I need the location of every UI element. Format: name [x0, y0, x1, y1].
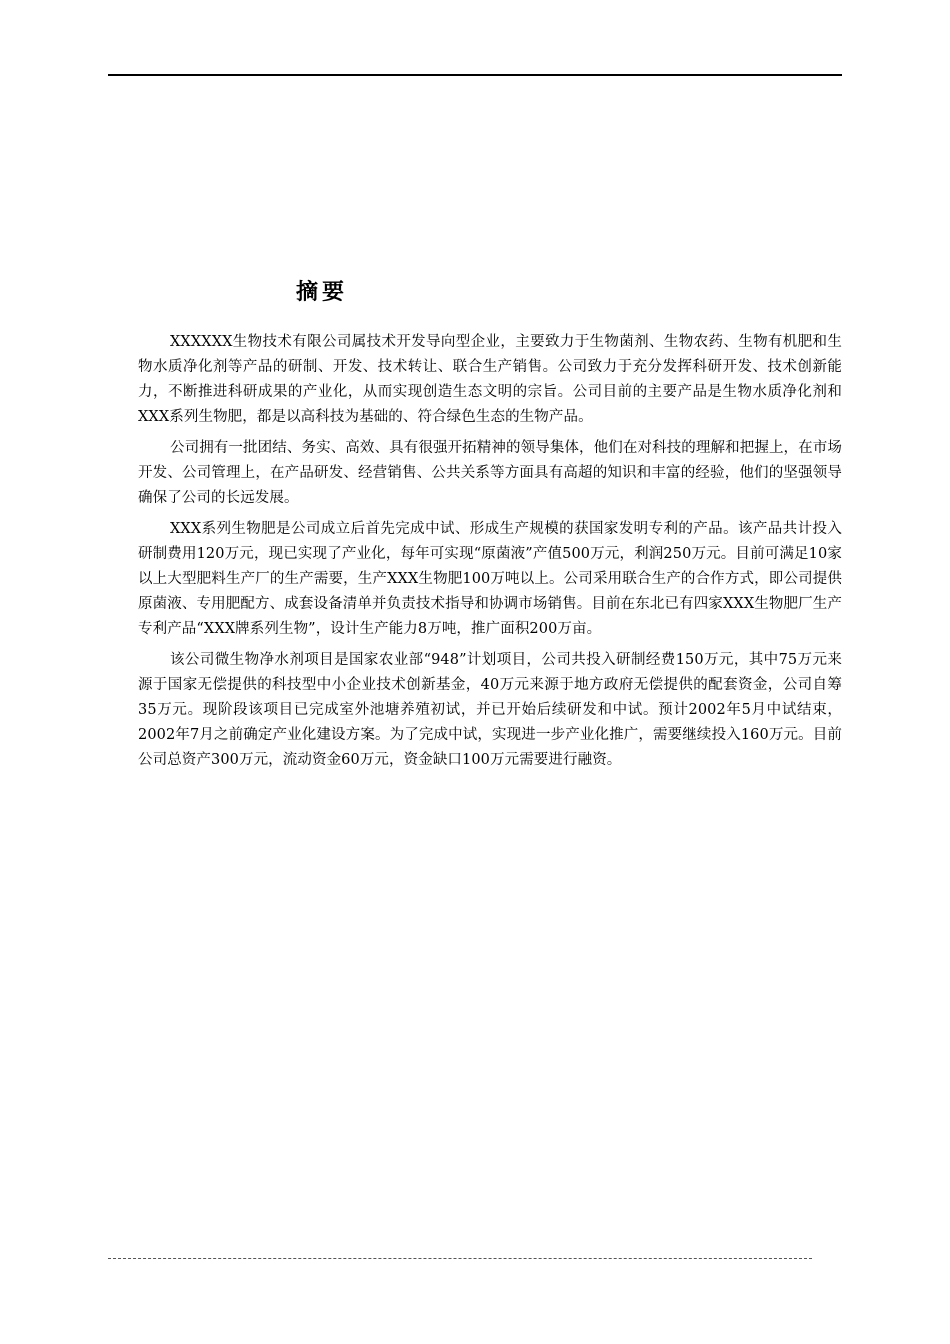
abstract-body — [138, 330, 842, 779]
header-rule — [108, 74, 842, 76]
footer-rule — [108, 1258, 812, 1259]
paragraph-water-purifier-project: 该公司微生物净水剂项目是国家农业部“948”计划项目，公司共投入研制经费150万元，其中75万元来源于国家无偿提供的科技型中小企业技术创新基金，40万元来源于地方政府无偿提供的配套资金，公司自筹35万元。现阶段该项目已完成室外池塘养殖初试，并已开始后续研发和中试。预计2002年5月中试结束，2002年7月之前确定产业化建设方案。为了完成中试，实现进一步产业化推广，需要继续投入160万元。目前公司总资产300万元，流动资金60万元，资金缺口100万元需要进行融资。 — [138, 652, 842, 768]
paragraph-company-intro: XXXXXX生物技术有限公司属技术开发导向型企业，主要致力于生物菌剂、生物农药、生物有机肥和生物水质净化剂等产品的研制、开发、技术转让、联合生产销售。公司致力于充分发挥科研开发、技术创新能力，不断推进科研成果的产业化，从而实现创造生态文明的宗旨。公司目前的主要产品是生物水质净化剂和XXX系列生物肥，都是以高科技为基础的、符合绿色生态的生物产品。 — [138, 334, 842, 425]
page-title: 摘要 — [296, 280, 349, 305]
paragraph-leadership: 公司拥有一批团结、务实、高效、具有很强开拓精神的领导集体，他们在对科技的理解和把握上，在市场开发、公司管理上，在产品研发、经营销售、公共关系等方面具有高超的知识和丰富的经验，他们的坚强领导确保了公司的长远发展。 — [138, 440, 842, 506]
paragraph-fertilizer-product: XXX系列生物肥是公司成立后首先完成中试、形成生产规模的获国家发明专利的产品。该产品共计投入研制费用120万元，现已实现了产业化，每年可实现“原菌液”产值500万元，利润250万元。目前可满足10家以上大型肥料生产厂的生产需要，生产XXX生物肥100万吨以上。公司采用联合生产的合作方式，即公司提供原菌液、专用肥配方、成套设备清单并负责技术指导和协调市场销售。目前在东北已有四家XXX生物肥厂生产专利产品“XXX牌系列生物”，设计生产能力8万吨，推广面积200万亩。 — [138, 521, 842, 637]
